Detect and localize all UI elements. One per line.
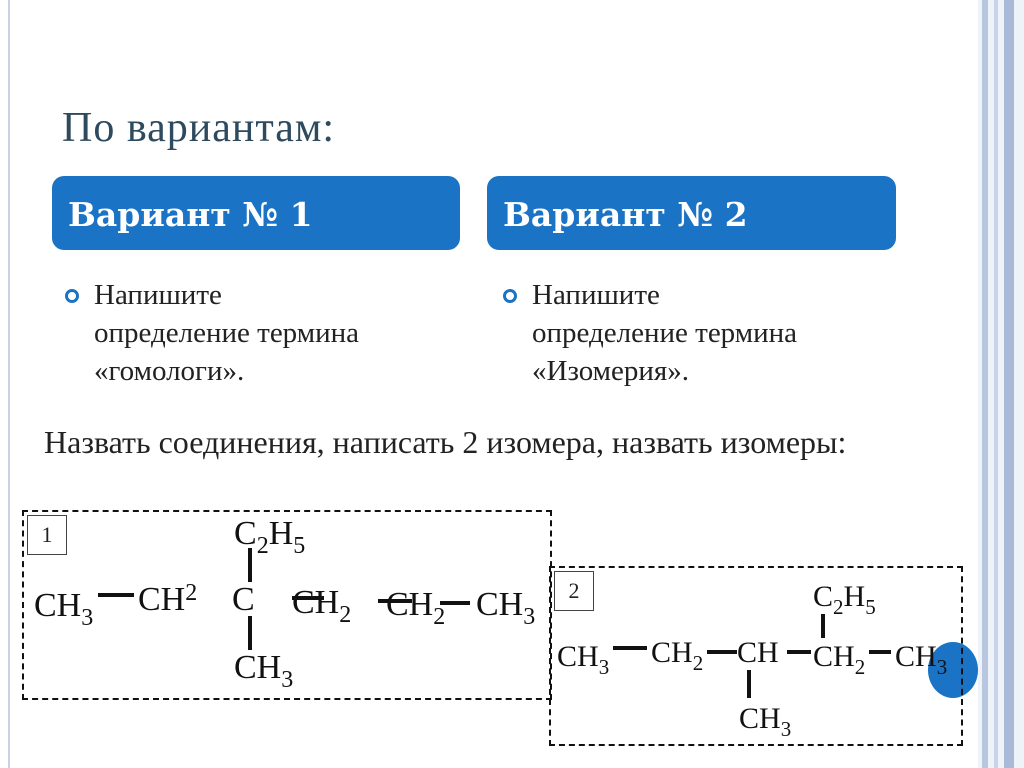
- svg-text:CH3: $CH_3$: [557, 640, 610, 679]
- svg-text:CH3: $CH_3$: [476, 586, 536, 630]
- compound-2-number: 2: [554, 571, 594, 611]
- svg-text:CH2: $CH_2$: [651, 636, 704, 675]
- variant-2-bullet: [532, 276, 797, 390]
- svg-text:CH3: $CH_3$: [234, 649, 294, 693]
- variant-1-line-3: «гомологи».: [94, 355, 245, 387]
- variant-1-line-2: определение термина: [94, 317, 360, 349]
- svg-text:CH2: $CH_2$: [813, 640, 866, 679]
- variant-1-line-1: Напишите: [94, 279, 222, 311]
- svg-text:C2H5: $C_2H_5$: [813, 580, 876, 619]
- compound-2-formula: [551, 568, 961, 744]
- svg-text:CH: CH: [737, 636, 779, 669]
- compound-1-formula: [24, 512, 550, 698]
- bullet-icon: [503, 289, 517, 303]
- variant-2-header: Вариант № 2: [487, 176, 896, 250]
- task-text: Назвать соединения, написать 2 изомера, назвать изомеры:: [44, 424, 847, 460]
- variant-2-line-2: определение термина: [532, 317, 798, 349]
- right-decorative-band: [978, 0, 1024, 768]
- compound-2-box: [549, 566, 963, 746]
- svg-text:CH3: $CH_3$: [34, 587, 94, 631]
- svg-text:CH2: $CH^2$: [138, 580, 198, 618]
- bullet-icon: [65, 289, 79, 303]
- svg-text:CH2: $CH_2$: [386, 586, 446, 630]
- slide-title: По вариантам:: [62, 105, 336, 151]
- variant-2-line-3: «Изомерия».: [532, 355, 690, 387]
- compound-1-box: [22, 510, 552, 700]
- svg-text:CH3: $CH_3$: [739, 702, 792, 741]
- variant-1-bullet: [94, 276, 359, 390]
- svg-text:CH2: $CH_2$: [292, 584, 352, 628]
- variant-2-line-1: Напишите: [532, 279, 660, 311]
- variant-1-header: Вариант № 1: [52, 176, 460, 250]
- compound-1-number: 1: [27, 515, 67, 555]
- svg-text:C2H5: $C_2H_5$: [234, 515, 306, 559]
- svg-text:C: C: [232, 581, 255, 618]
- svg-text:CH3: $CH_3$: [895, 640, 948, 679]
- left-border-line: [8, 0, 10, 768]
